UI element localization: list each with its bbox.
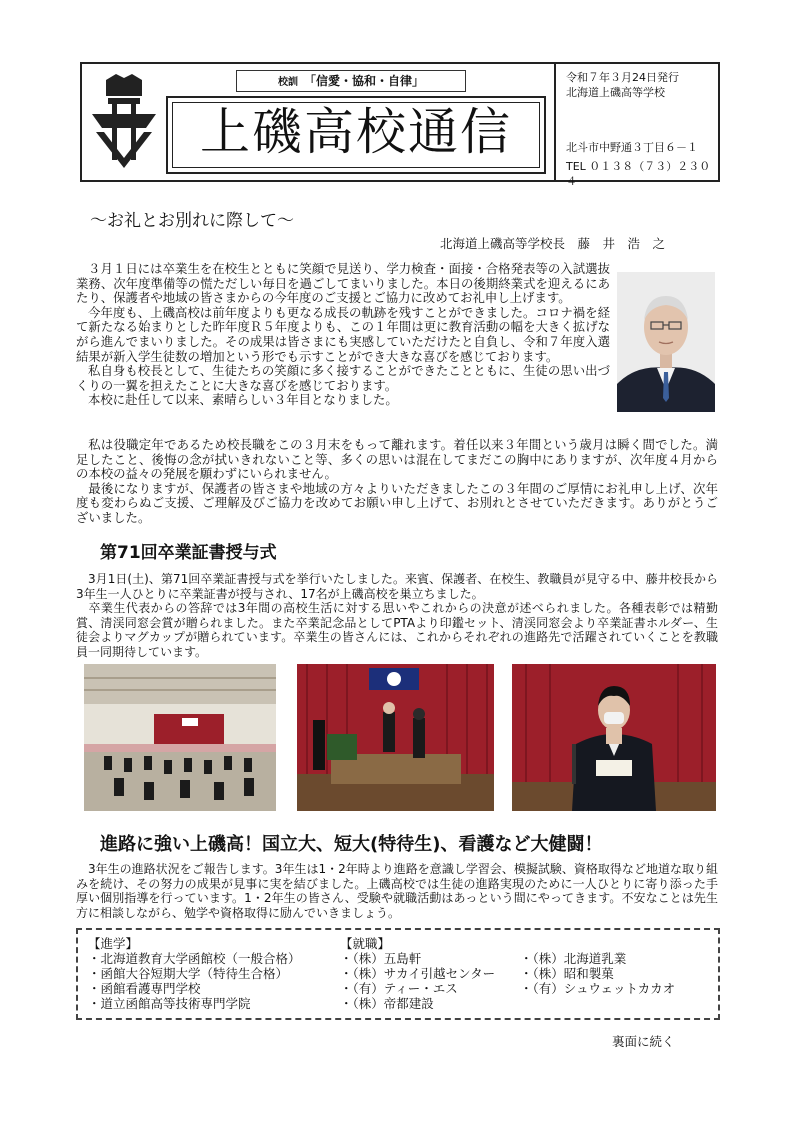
graduate-address-photo xyxy=(512,664,716,811)
farewell-paragraph-4: 本校に赴任して以来、素晴らしい３年目となりました。 xyxy=(88,392,398,408)
employment-label: 【就職】 xyxy=(340,936,391,951)
principal-photo xyxy=(617,272,715,412)
employment-list-b xyxy=(520,951,675,996)
list-item: ・（株）北海道乳業 xyxy=(520,951,627,966)
motto-label: 校訓 xyxy=(277,77,298,88)
newsletter-title: 上磯高校通信 xyxy=(200,103,512,161)
higher-education-list xyxy=(88,936,301,1011)
list-item: ・（株）昭和製菓 xyxy=(520,966,614,981)
graduation-body xyxy=(76,572,718,660)
farewell-body-lower xyxy=(76,438,718,526)
list-item: ・北海道教育大学函館校（一般合格） xyxy=(88,951,301,966)
ceremony-gym-photo xyxy=(84,664,276,811)
farewell-paragraph-2: 今年度も、上磯高校は前年度よりも更なる成長の軌跡を残すことができました。コロナ禍を経て新たなる始まりとした昨年度Ｒ５年度よりも、この１年間は更に教育活動の幅を大きく拡げながら進んでまいりました。その成果は皆さまにも実感していただけたと自負し、令和７年度入選結果が新入学生徒数の増加という形でも示すことができ大きな喜びを感じております。 xyxy=(76,304,610,364)
list-item: ・函館看護専門学校 xyxy=(88,981,201,996)
list-item: ・（株）五島軒 xyxy=(340,951,422,966)
continued-note: 裏面に続く xyxy=(612,1034,675,1049)
school-tel: TEL ０１３８（７３）２３０４ xyxy=(566,160,711,188)
graduation-paragraph-1: 3月1日(土)、第71回卒業証書授与式を挙行いたしました。来賓、保護者、在校生、教職員が見守る中、藤井校長から3年生一人ひとりに卒業証書が授与され、17名が上磯高校を巣立ちました。 xyxy=(76,572,718,601)
list-item: ・（株）帝都建設 xyxy=(340,996,434,1011)
careers-results-box xyxy=(76,928,720,1020)
school-motto xyxy=(236,70,466,92)
list-item: ・（株）サカイ引越センター xyxy=(340,966,496,981)
masthead-info xyxy=(566,70,716,189)
graduation-paragraph-2: 卒業生代表からの答辞では3年間の高校生活に対する思いやこれからの決意が述べられました。各種表彰では精勤賞、清渓同窓会賞が贈られました。また卒業記念品としてPTAより印鑑セット、清渓同窓会より卒業証書ホルダー、生徒会よりマグカップが贈られています。卒業生の皆さんには、これからそれぞれの進路先で活躍されていくことを教職員一同期待しています。 xyxy=(76,601,718,659)
school-crest-icon xyxy=(86,70,162,174)
careers-heading: 進路に強い上磯高！国立大、短大(特待生)、看護など大健闘！ xyxy=(100,834,603,855)
school-name: 北海道上磯高等学校 xyxy=(566,86,665,99)
masthead xyxy=(80,62,720,188)
farewell-author: 北海道上磯高等学校長 藤 井 浩 之 xyxy=(440,236,666,251)
farewell-body-upper xyxy=(76,262,610,408)
farewell-paragraph-3: 私自身も校長として、生徒たちの笑顔に多く接することができたことともに、生徒の思い出づくりの一翼を担えたことに大きな喜びを感じております。 xyxy=(76,363,610,393)
motto-text: 「信愛・協和・自律」 xyxy=(303,74,424,88)
title-frame xyxy=(166,96,546,174)
careers-body xyxy=(76,862,718,920)
school-address: 北斗市中野通３丁目６－１ xyxy=(566,141,698,154)
employment-list-a xyxy=(340,936,495,1011)
diploma-presentation-photo xyxy=(297,664,494,811)
masthead-divider xyxy=(554,64,556,180)
graduation-heading: 第71回卒業証書授与式 xyxy=(100,543,277,563)
list-item: ・道立函館高等技術専門学院 xyxy=(88,996,251,1011)
farewell-paragraph-6: 最後になりますが、保護者の皆さまや地域の方々よりいただきましたこの３年間のご厚情にお礼申し上げ、次年度も変わらぬご支援、ご理解及びご協力を改めてお願い申し上げて、お別れとさせていただきます。ありがとうございました。 xyxy=(76,480,718,525)
issue-date: 令和７年３月24日発行 xyxy=(566,71,679,84)
list-item: ・（有）ティー・エス xyxy=(340,981,458,996)
list-item: ・函館大谷短期大学（特待生合格） xyxy=(88,966,289,981)
careers-paragraph-1: 3年生の進路状況をご報告します。3年生は1・2年時より進路を意識し学習会、模擬試験、資格取得など地道な取り組みを続け、その努力の成果が見事に実を結びました。上磯高校では生徒の進路実現のために一人ひとりに寄り添った手厚い個別指導を行っています。1・2年生の皆さん、受験や就職活動はあっという間にやってきます。不安なことは先生方に相談しながら、勉学や資格取得に励んでいきましょう。 xyxy=(76,862,718,920)
higher-education-label: 【進学】 xyxy=(88,936,139,951)
list-item: ・（有）シュウェットカカオ xyxy=(520,981,676,996)
farewell-paragraph-5: 私は役職定年であるため校長職をこの３月末をもって離れます。着任以来３年間という歳月は瞬く間でした。満足したこと、後悔の念が拭いきれないこと等、多くの思いは混在してまだこの胸中にありますが、次年度４月からの本校の益々の発展を願わずにいられません。 xyxy=(76,437,718,482)
farewell-paragraph-1: ３月１日には卒業生を在校生とともに笑顔で見送り、学力検査・面接・合格発表等の入試選抜業務、次年度準備等の慌ただしい毎日を過ごしてまいりました。本日の後期終業式を迎えるにあたり、保護者や地域の皆さまからの今年度のご支援とご協力に改めてお礼申し上げます。 xyxy=(76,261,610,306)
farewell-heading: ～お礼とお別れに際して～ xyxy=(90,211,294,231)
